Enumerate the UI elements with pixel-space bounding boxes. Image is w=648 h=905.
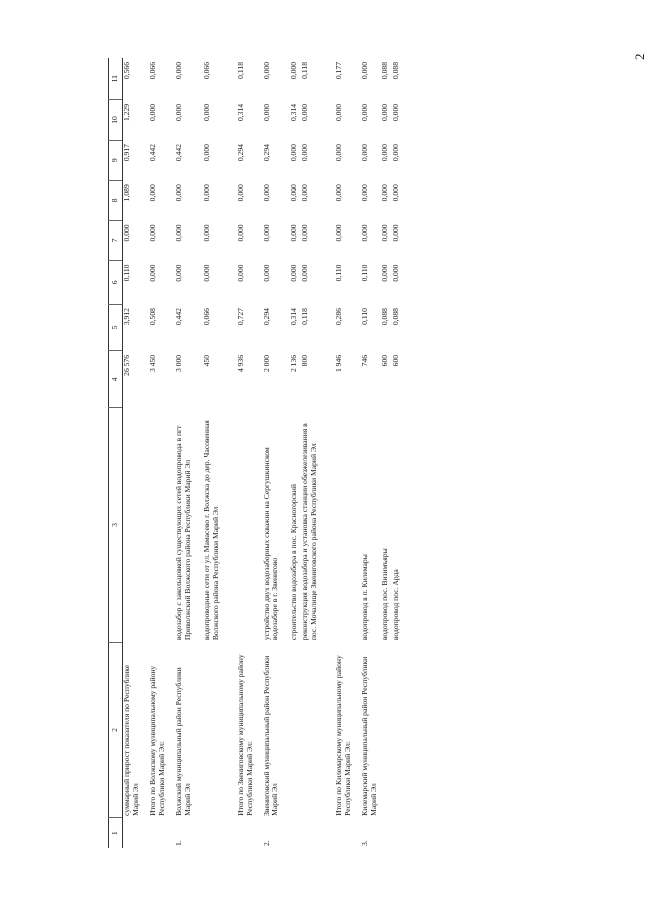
cell-col-8: 0,000 (261, 184, 271, 202)
cell-col-10: 0,000 (391, 103, 401, 122)
cell-col-11: 0,118 (300, 62, 310, 79)
cell-col-7: 0,000 (147, 224, 157, 242)
cell-col-9: 0,000 (380, 144, 390, 162)
column-header-2: 2 (109, 642, 123, 818)
cell-col-2: Килемарский муниципальный район Республики Марий Эл (360, 656, 379, 816)
cell-col-1 (231, 818, 257, 848)
cell-col-6: 0,000 (173, 264, 183, 282)
cell-col-2: Звениговский муниципальный район Республики Марий Эл (261, 655, 280, 816)
cell-col-9: 0,000 (334, 144, 344, 162)
cell-col-1 (203, 818, 231, 848)
column-header-6: 6 (109, 261, 123, 305)
cell-col-9: 0,000 (360, 144, 370, 162)
cell-col-7: 0,000 (235, 224, 245, 242)
column-header-9: 9 (109, 140, 123, 180)
cell-col-1: 3. (360, 840, 370, 846)
cell-col-10: 0,000 (334, 103, 344, 122)
table-row (123, 58, 143, 848)
cell-col-6: 0,000 (235, 264, 245, 282)
cell-col-3: водопроводные сети от ул. Мамасево г. Волжска до дер. Часовенная Волжского района Республики Марий Эл (201, 420, 220, 641)
cell-col-8: 0,000 (391, 184, 401, 202)
cell-col-3: водопровод пос. Визимъяры (380, 548, 390, 641)
cell-col-8: 0,000 (334, 184, 344, 202)
cell-col-11: 0,088 (391, 62, 401, 80)
table-row (257, 58, 291, 848)
column-header-5: 5 (109, 304, 123, 351)
cell-col-7: 0,000 (289, 224, 299, 242)
cell-col-5: 0,727 (235, 308, 245, 326)
cell-col-11: 0,000 (261, 62, 271, 80)
cell-col-6: 0,110 (334, 264, 344, 282)
cell-col-6: 0,110 (360, 264, 370, 282)
cell-col-11: 0,177 (334, 62, 344, 80)
cell-col-4: 26 576 (122, 354, 131, 376)
cell-col-8: 0,000 (360, 184, 370, 202)
cell-col-8: 0,000 (300, 184, 310, 202)
cell-col-2: суммарный прирост показателя по Республике Марий Эл (122, 664, 140, 816)
cell-col-5: 0,118 (300, 308, 310, 325)
cell-col-2 (203, 642, 231, 818)
cell-col-6: 0,000 (289, 264, 299, 282)
cell-col-3 (143, 408, 169, 642)
cell-col-5: 0,286 (334, 308, 344, 326)
cell-col-3 (231, 408, 257, 642)
cell-col-11: 0,066 (147, 62, 157, 80)
cell-col-4: 746 (360, 354, 370, 367)
cell-col-6: 0,000 (391, 264, 401, 282)
cell-col-2: Волжский муниципальный район Республики Марий Эл (173, 667, 192, 816)
page-number: 2 (632, 53, 647, 60)
cell-col-2 (392, 642, 403, 818)
cell-col-6: 0,000 (147, 264, 157, 282)
cell-col-10: 0,000 (261, 103, 271, 122)
cell-col-9: 0,000 (391, 144, 401, 162)
column-header-10: 10 (109, 100, 123, 140)
cell-col-8: 0,000 (201, 184, 211, 202)
cell-col-4: 3 000 (173, 354, 183, 373)
cell-col-7: 0,000 (300, 224, 310, 242)
cell-col-11: 0,118 (235, 62, 245, 79)
cell-col-10: 0,000 (173, 103, 183, 122)
cell-col-6: 0,000 (300, 264, 310, 282)
table-row (381, 58, 392, 848)
column-header-3: 3 (109, 408, 123, 642)
cell-col-1 (329, 818, 355, 848)
cell-col-3: устройство двух водозаборных скважин на Сергушкинском водозаборе в г. Звенигово (261, 447, 280, 641)
cell-col-7: 0,000 (201, 224, 211, 242)
cell-col-9: 0,442 (173, 144, 183, 162)
cell-col-2 (290, 642, 301, 818)
cell-col-4: 600 (391, 354, 401, 367)
cell-col-9: 0,000 (289, 144, 299, 162)
cell-col-5: 0,508 (147, 308, 157, 326)
cell-col-1 (392, 818, 403, 848)
cell-col-1 (123, 818, 143, 848)
cell-col-7: 0,000 (380, 224, 390, 242)
cell-col-4: 4 936 (235, 354, 245, 373)
table-row (203, 58, 231, 848)
cell-col-2: Итого по Звениговскому муниципальному району Республики Марий Эл: (235, 654, 254, 816)
cell-col-11: 0,000 (360, 62, 370, 80)
cell-col-2 (301, 642, 329, 818)
column-header-7: 7 (109, 220, 123, 260)
cell-col-11: 0,000 (289, 62, 299, 80)
cell-col-5: 0,294 (261, 308, 271, 326)
cell-col-5: 0,442 (173, 308, 183, 326)
cell-col-9: 0,917 (122, 144, 131, 162)
table-header-row (109, 58, 123, 848)
table-row (355, 58, 381, 848)
cell-col-6: 0,110 (122, 264, 131, 282)
cell-col-2: Итого по Килемарскому муниципальному району Республики Марий Эл: (334, 655, 353, 816)
cell-col-11: 0,066 (201, 62, 211, 80)
cell-col-1 (301, 818, 329, 848)
cell-col-3: реконструкция водозабора и установка станции обезжелезивания в пос. Мочалище Звениговского района Республики Марий Эл (300, 423, 319, 641)
cell-col-7: 0,000 (360, 224, 370, 242)
data-table (108, 58, 403, 848)
cell-col-10: 0,000 (201, 103, 211, 122)
column-header-11: 11 (109, 58, 123, 100)
cell-col-4: 2 136 (289, 354, 299, 373)
cell-col-7: 0,000 (122, 224, 131, 242)
cell-col-10: 1,229 (122, 103, 131, 122)
cell-col-4: 600 (380, 354, 390, 367)
cell-col-8: 1,089 (122, 184, 131, 202)
cell-col-6: 0,000 (201, 264, 211, 282)
cell-col-10: 0,000 (380, 103, 390, 122)
column-header-4: 4 (109, 351, 123, 408)
cell-col-7: 0,000 (391, 224, 401, 242)
cell-col-1: 1. (173, 840, 183, 846)
cell-col-7: 0,000 (173, 224, 183, 242)
table-row (301, 58, 329, 848)
cell-col-6: 0,000 (261, 264, 271, 282)
cell-col-9: 0,294 (235, 144, 245, 162)
cell-col-10: 0,314 (235, 103, 245, 122)
cell-col-8: 0,000 (147, 184, 157, 202)
column-header-1: 1 (109, 818, 123, 848)
cell-col-1: 2. (261, 840, 271, 846)
cell-col-8: 0,000 (289, 184, 299, 202)
cell-col-8: 0,000 (380, 184, 390, 202)
cell-col-7: 0,000 (261, 224, 271, 242)
cell-col-5: 0,088 (391, 308, 401, 326)
cell-col-10: 0,000 (300, 103, 310, 122)
cell-col-3: водозабор с закольцовкой существующих сетей водопровода в пгт Приволжский Волжского района Республики Марий Эл (173, 425, 192, 641)
cell-col-6: 0,000 (380, 264, 390, 282)
cell-col-1 (381, 818, 392, 848)
cell-col-4: 1 946 (334, 354, 344, 373)
cell-col-2 (381, 642, 392, 818)
cell-col-4: 450 (201, 354, 211, 367)
table-row (169, 58, 203, 848)
cell-col-10: 0,000 (360, 103, 370, 122)
cell-col-8: 0,000 (235, 184, 245, 202)
cell-col-5: 0,110 (360, 308, 370, 325)
cell-col-5: 0,088 (380, 308, 390, 326)
cell-col-1 (290, 818, 301, 848)
table-body (123, 58, 404, 848)
cell-col-9: 0,000 (300, 144, 310, 162)
cell-col-5: 0,066 (201, 308, 211, 326)
cell-col-11: 0,088 (380, 62, 390, 80)
cell-col-5: 0,314 (289, 308, 299, 326)
cell-col-7: 0,000 (334, 224, 344, 242)
table-row (329, 58, 355, 848)
cell-col-3: строительство водозабора в пос. Красногорский (289, 484, 299, 641)
cell-col-9: 0,442 (147, 144, 157, 162)
cell-col-10: 0,000 (147, 103, 157, 122)
table-row (231, 58, 257, 848)
cell-col-1 (143, 818, 169, 848)
cell-col-9: 0,294 (261, 144, 271, 162)
cell-col-3 (123, 408, 143, 642)
cell-col-2: Итого по Волжскому муниципальному району Республики Марий Эл: (147, 665, 166, 816)
cell-col-10: 0,314 (289, 103, 299, 122)
cell-col-4: 3 450 (147, 354, 157, 373)
cell-col-3 (329, 408, 355, 642)
cell-col-3: водопровод в п. Килемары (360, 554, 370, 641)
column-header-8: 8 (109, 180, 123, 220)
cell-col-11: 0,566 (122, 62, 131, 80)
cell-col-5: 3,912 (122, 308, 131, 326)
rotated-table-container (108, 58, 580, 848)
cell-col-11: 0,000 (173, 62, 183, 80)
table-row (143, 58, 169, 848)
cell-col-9: 0,000 (201, 144, 211, 162)
cell-col-4: 800 (300, 354, 310, 367)
table-row (392, 58, 403, 848)
cell-col-8: 0,000 (173, 184, 183, 202)
cell-col-3: водопровод пос. Арда (391, 569, 401, 641)
cell-col-4: 2 000 (261, 354, 271, 373)
